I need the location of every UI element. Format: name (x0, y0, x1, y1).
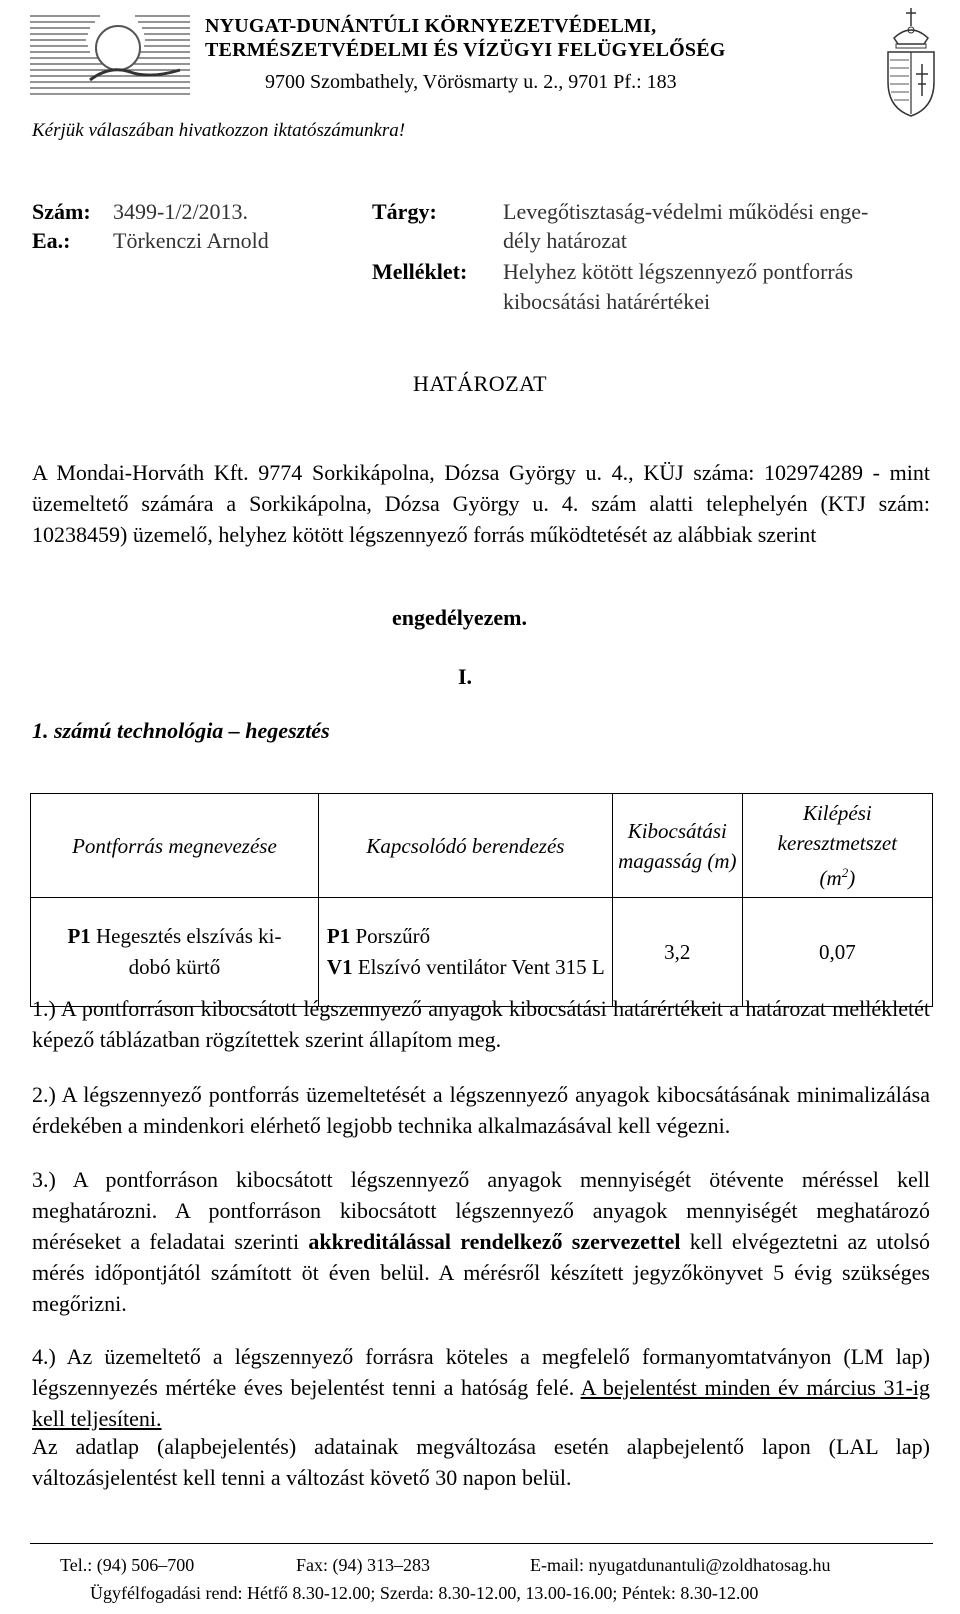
table-header-row (31, 794, 933, 898)
paragraph-4-part-a: 4.) Az üzemeltető a légszennyező forrásra köteles a megfelelő formanyomtatványon (LM lap) légszennyezés mértéke éves bejelentést tenni a hatóság felé. (32, 1344, 930, 1400)
reference-note: Kérjük válaszában hivatkozzon iktatószámunkra! (32, 120, 406, 141)
paragraph-4 (32, 1341, 930, 1434)
footer-office-hours: Ügyfélfogadási rend: Hétfő 8.30-12.00; Szerda: 8.30-12.00, 13.00-16.00; Péntek: 8.30-12.00 (90, 1583, 759, 1603)
footer-email: E-mail: nyugatdunantuli@zoldhatosag.hu (530, 1555, 831, 1575)
footer-fax: Fax: (94) 313–283 (296, 1555, 430, 1575)
col-header-area-close: ) (848, 866, 856, 890)
cell-equipment (318, 898, 612, 1007)
intro-paragraph: A Mondai-Horváth Kft. 9774 Sorkikápolna, Dózsa György u. 4., KÜJ száma: 102974289 - mint üzemeltető számára a Sorkikápolna, Dózsa György u. 4. szám alatti telephelyén (KTJ szám: 10238459) üzemelő, helyhez kötött légszennyező forrás működtetését az alábbiak szerint (32, 460, 930, 547)
cell-height: 3,2 (612, 898, 742, 1007)
permit-statement: engedélyezem. (392, 605, 527, 630)
paragraph-4-deadline: A bejelentést minden év március 31-ig kell teljesíteni. (32, 1375, 930, 1431)
technology-heading: 1. számú technológia – hegesztés (32, 718, 330, 743)
paragraph-3-bold: akkreditálással rendelkező szervezettel (308, 1229, 681, 1254)
paragraph-1: 1.) A pontforráson kibocsátott légszennyező anyagok kibocsátási határértékeit a határozat mellékletét képező táblázatban rögzítettek szerint állapítom meg. (32, 996, 930, 1052)
paragraph-5: Az adatlap (alapbejelentés) adatainak megváltozása esetén alapbejelentő lapon (LAL lap) változásjelentést kell tenni a változást követő 30 napon belül. (32, 1434, 930, 1490)
paragraph-2: 2.) A légszennyező pontforrás üzemeltetését a légszennyező anyagok kibocsátásának minimalizálása érdekében a mindenkori elérhető legjobb technika alkalmazásával kell végezni. (32, 1082, 930, 1138)
org-name (205, 14, 726, 62)
col-header-area-sup: 2 (841, 865, 849, 880)
paragraph-3 (32, 1164, 930, 1319)
col-header-source: Pontforrás megnevezése (31, 794, 319, 898)
org-name-line2: TERMÉSZETVÉDELMI ÉS VÍZÜGYI FELÜGYELŐSÉG (205, 39, 726, 61)
melleklet-line1: Helyhez kötött légszennyező pontforrás (503, 259, 854, 284)
coat-of-arms-icon (880, 4, 942, 119)
targy-line2: dély határozat (503, 228, 627, 253)
org-name-line1: NYUGAT-DUNÁNTÚLI KÖRNYEZETVÉDELMI, (205, 15, 657, 37)
col-header-height: Kibocsátási magasság (m) (612, 794, 742, 898)
ea-value: Törkenczi Arnold (113, 228, 269, 253)
equipment-code: V1 (326, 955, 353, 979)
org-address: 9700 Szombathely, Vörösmarty u. 2., 9701 Pf.: 183 (265, 71, 677, 93)
cell-area: 0,07 (742, 898, 932, 1007)
targy-label: Tárgy: (372, 199, 437, 224)
equipment-name: Porszűrő (355, 924, 431, 948)
szam-value: 3499-1/2/2013. (113, 199, 249, 224)
section-number: I. (458, 664, 473, 689)
cell-source (31, 898, 319, 1007)
col-header-area-unit: (m (819, 866, 842, 890)
point-source-table (30, 793, 933, 1007)
szam-label: Szám: (32, 199, 91, 224)
col-header-area-label: Kilépési keresztmetszet (777, 801, 898, 855)
footer-phone: Tel.: (94) 506–700 (60, 1555, 195, 1575)
table-row (31, 898, 933, 1007)
footer-divider (30, 1543, 933, 1544)
cell-source-code: P1 (67, 924, 91, 948)
cell-source-text: Hegesztés elszívás ki-dobó kürtő (96, 924, 282, 979)
equipment-item (327, 921, 608, 952)
paragraph-3-part-a: 3.) A pontforráson kibocsátott légszennyező anyagok mennyiségét ötévente méréssel kell meghatározni. A pontforráson kibocsátott légszennyező anyagok mennyiségét meghatározó méréseket a feladatai szerinti (32, 1167, 930, 1254)
equipment-code: P1 (326, 924, 351, 948)
targy-line1: Levegőtisztaság-védelmi működési enge- (503, 199, 869, 224)
document-title: HATÁROZAT (412, 371, 548, 396)
col-header-equipment: Kapcsolódó berendezés (318, 794, 612, 898)
equipment-name: Elszívó ventilátor Vent 315 L (357, 955, 605, 979)
equipment-item (327, 952, 608, 983)
agency-logo (30, 10, 190, 100)
melleklet-line2: kibocsátási határértékei (503, 289, 711, 314)
paragraph-3-part-b: kell elvégeztetni az utolsó mérés időpontjától számított öt éven belül. A mérésről készített jegyzőkönyvet 5 évig szükséges megőrizni. (32, 1229, 931, 1316)
melleklet-label: Melléklet: (372, 259, 468, 284)
col-header-area (742, 794, 932, 898)
ea-label: Ea.: (32, 228, 71, 253)
